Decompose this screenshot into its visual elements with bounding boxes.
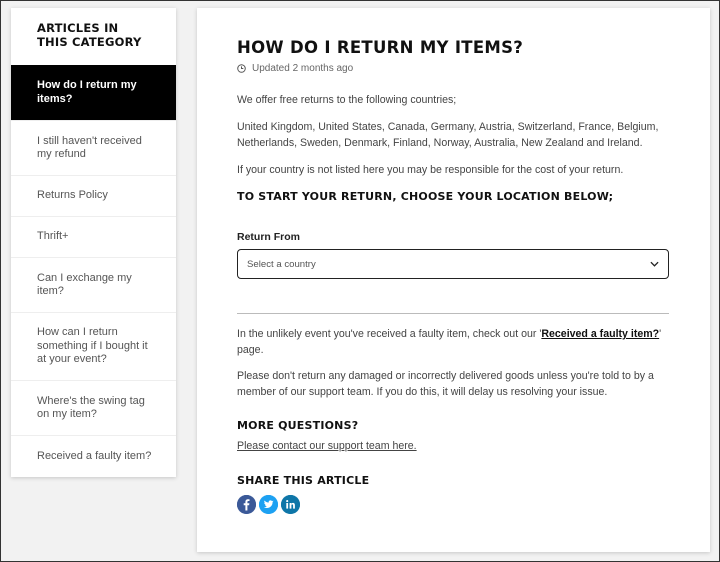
country-select[interactable] [237, 249, 669, 279]
updated-text: Updated 2 months ago [252, 63, 354, 74]
faulty-item-text-pre: In the unlikely event you've received a faulty item, check out our ' [237, 328, 542, 340]
sidebar-item-how-do-i-return[interactable]: How do I return my items? [11, 65, 176, 120]
facebook-icon[interactable] [237, 495, 256, 514]
sidebar-item-exchange[interactable]: Can I exchange my item? [11, 257, 176, 312]
return-from-label: Return From [237, 231, 300, 243]
article-card [197, 8, 710, 552]
sidebar-title: ARTICLES IN THIS CATEGORY [37, 21, 142, 49]
contact-support-link[interactable]: Please contact our support team here. [237, 440, 417, 452]
intro-text: We offer free returns to the following countries; [237, 94, 457, 106]
sidebar-item-returns-policy[interactable]: Returns Policy [11, 175, 176, 216]
updated-line [237, 63, 669, 74]
social-share-buttons [237, 495, 669, 514]
sidebar-item-event-return[interactable]: How can I return something if I bought it at your event? [11, 312, 176, 380]
faulty-item-text [237, 326, 669, 358]
twitter-icon[interactable] [259, 495, 278, 514]
linkedin-icon[interactable] [281, 495, 300, 514]
damaged-goods-note: Please don't return any damaged or incorrectly delivered goods unless you're told to by a member of our support team. If you do this, it will delay us resolving your issue. [237, 370, 654, 398]
country-select-placeholder: Select a country [247, 258, 316, 270]
chevron-down-icon [650, 261, 659, 267]
sidebar-item-refund[interactable]: I still haven't received my refund [11, 120, 176, 175]
faulty-item-text-post: ' page. [237, 328, 662, 356]
faulty-item-link[interactable]: Received a faulty item? [541, 328, 660, 340]
countries-text: United Kingdom, United States, Canada, Germany, Austria, Switzerland, France, Belgium, Netherlands, Sweden, Denmark, Finland, Norway, Australia, New Zealand and Ireland. [237, 121, 659, 149]
clock-icon [237, 64, 246, 73]
start-return-heading: TO START YOUR RETURN, CHOOSE YOUR LOCATION BELOW; [237, 190, 614, 203]
sidebar-item-thrift-plus[interactable]: Thrift+ [11, 216, 176, 257]
article-title: HOW DO I RETURN MY ITEMS? [237, 38, 524, 57]
not-listed-text: If your country is not listed here you may be responsible for the cost of your return. [237, 164, 624, 176]
more-questions-heading: MORE QUESTIONS? [237, 419, 359, 432]
section-divider [237, 313, 669, 314]
sidebar-item-faulty-item[interactable]: Received a faulty item? [11, 435, 176, 477]
articles-sidebar [11, 8, 176, 477]
share-heading: SHARE THIS ARTICLE [237, 474, 370, 487]
sidebar-item-swing-tag[interactable]: Where's the swing tag on my item? [11, 380, 176, 435]
